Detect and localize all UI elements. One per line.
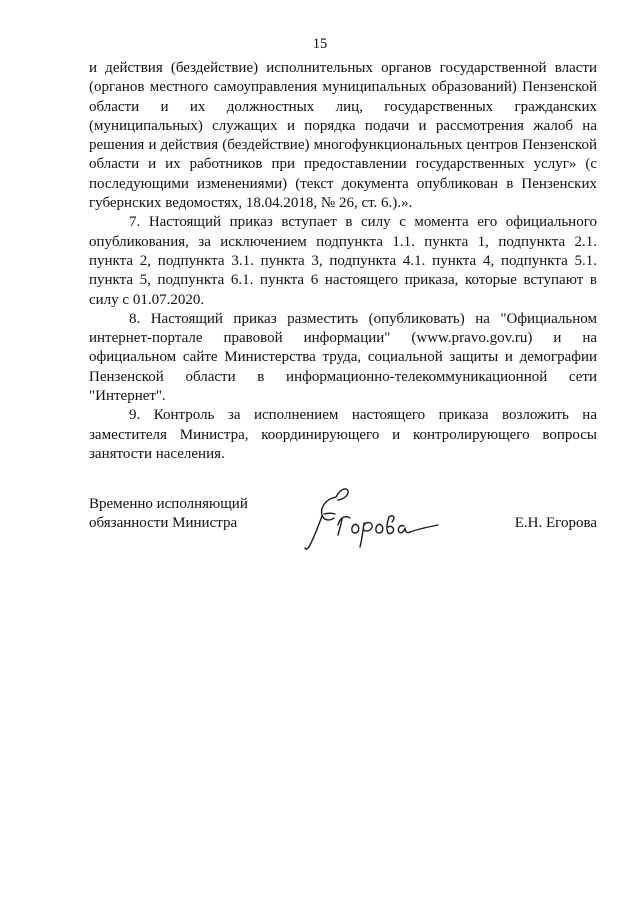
handwritten-signature <box>296 485 446 555</box>
page-number: 15 <box>312 36 328 52</box>
signatory-name: Е.Н. Егорова <box>514 515 597 531</box>
paragraph-7: 7. Настоящий приказ вступает в силу с момента его официального опубликования, за исключением подпункта 1.1. пункта 1, подпункта 2.1. пункта 2, подпункта 3.1. пункта 3, подпункта 4.1. пункта 4, подпункта 5.1. пункта 5, подпункта 6.1. пункта 6 настоящего приказа, которые вступают в силу с 01.07.2020. <box>89 214 597 308</box>
signature-block <box>89 495 597 575</box>
signatory-title <box>89 495 248 534</box>
paragraph-8: 8. Настоящий приказ разместить (опубликовать) на "Официальном интернет-портале правовой информации" (www.pravo.gov.ru) и на официальном сайте Министерства труда, социальной защиты и демографии Пензенской области в информационно-телекоммуникационной сети "Интернет". <box>89 310 597 405</box>
document-body <box>89 59 597 464</box>
signatory-title-line-1: Временно исполняющий <box>89 496 248 512</box>
paragraph-continuation: и действия (бездействие) исполнительных органов государственной власти (органов местного самоуправления муниципальных образований) Пензенской области и их должностных лиц, государственных гражданских (муниципальных) служащих и порядка подачи и рассмотрения жалоб на решения и действия (бездействие) многофункциональных центров Пензенской области и их работников при предоставлении государственных услуг» (с последующими изменениями) (текст документа опубликован в Пензенских губернских ведомостях, 18.04.2018, № 26, ст. 6.).». <box>89 60 597 212</box>
signatory-title-line-2: обязанности Министра <box>89 515 238 532</box>
paragraph-9: 9. Контроль за исполнением настоящего приказа возложить на заместителя Министра, координирующего и контролирующего вопросы занятости населения. <box>89 407 597 462</box>
